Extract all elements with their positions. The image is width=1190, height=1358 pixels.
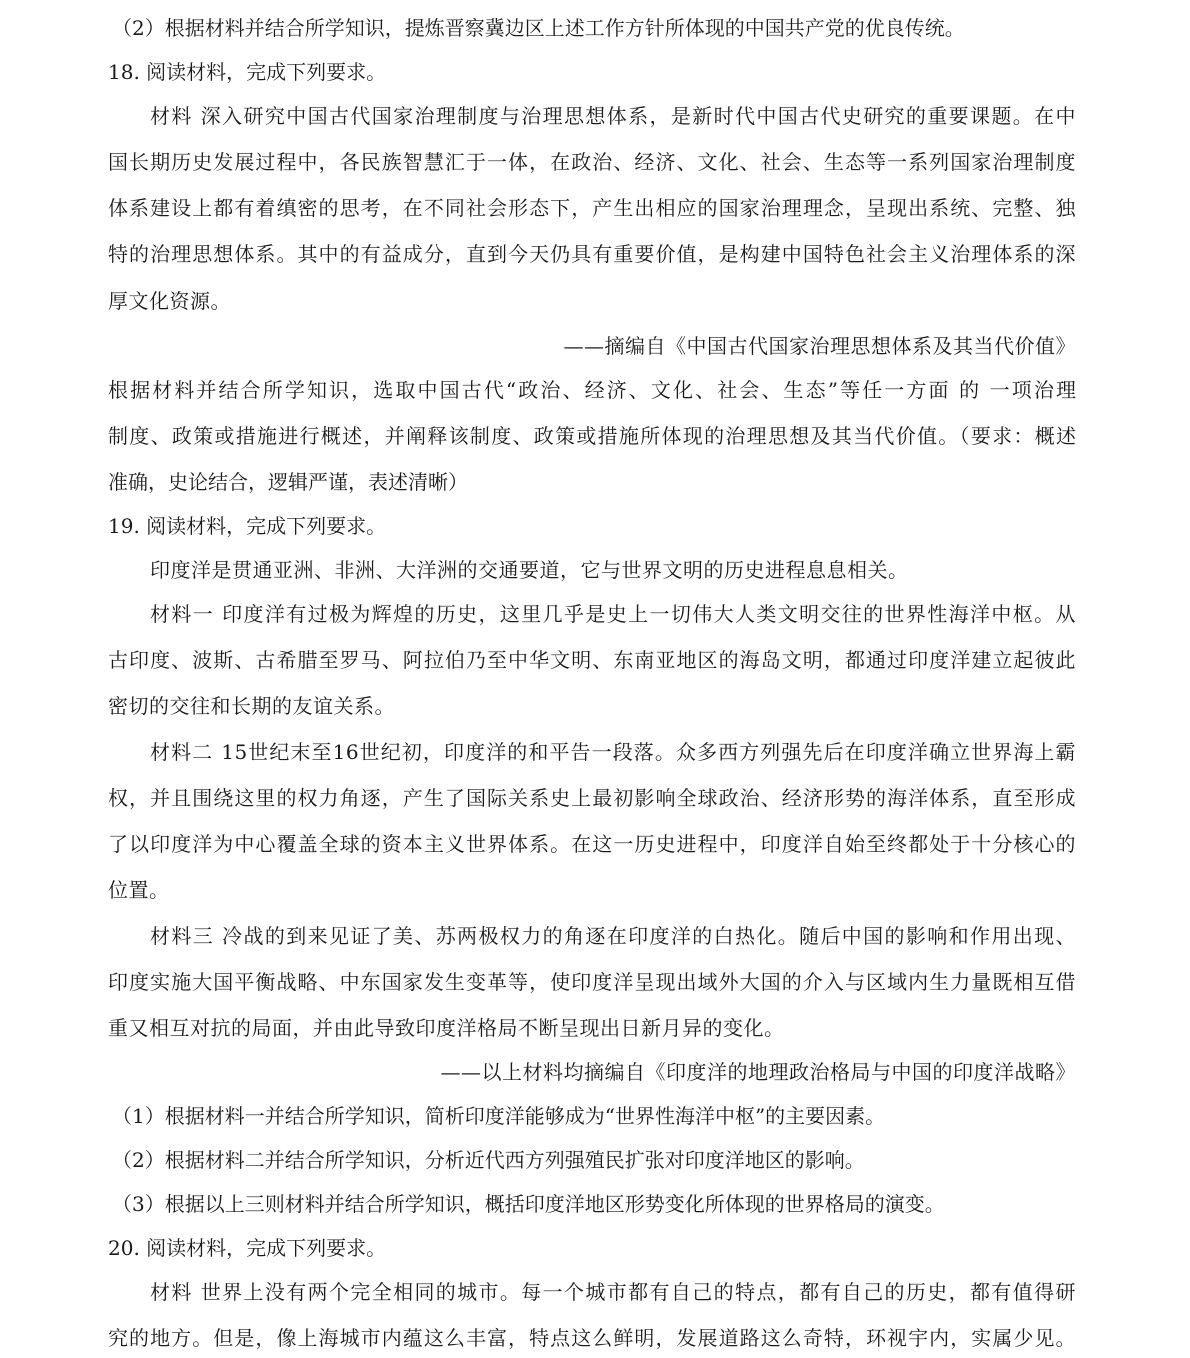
q18-heading: 18. 阅读材料，完成下列要求。 xyxy=(108,60,387,84)
q18-source: ——摘编自《中国古代国家治理思想体系及其当代价值》 xyxy=(563,334,1076,358)
q18-material-label: 材料 xyxy=(150,104,193,128)
q18-question-line-1: 根据材料并结合所学知识，选取中国古代“政治、经济、文化、社会、生态”等任一方面 的 一项治理 xyxy=(108,378,1076,402)
q19-m1-label: 材料一 xyxy=(150,602,215,626)
q20-heading: 20. 阅读材料，完成下列要求。 xyxy=(108,1236,387,1260)
q19-m3-label: 材料三 xyxy=(150,924,215,948)
q19-m2-line-1 xyxy=(150,738,1076,766)
q19-m3-line-3: 重又相互对抗的局面，并由此导致印度洋格局不断呈现出日新月异的变化。 xyxy=(108,1016,785,1040)
q20-material-line-1 xyxy=(150,1278,1076,1306)
q19-part2: （2）根据材料二并结合所学知识，分析近代西方列强殖民扩张对印度洋地区的影响。 xyxy=(112,1148,865,1172)
q19-intro: 印度洋是贯通亚洲、非洲、大洋洲的交通要道，它与世界文明的历史进程息息相关。 xyxy=(150,558,909,582)
q19-source: ——以上材料均摘编自《印度洋的地理政治格局与中国的印度洋战略》 xyxy=(440,1060,1076,1084)
q20-material-label: 材料 xyxy=(150,1280,193,1304)
q18-material-text-1: 深入研究中国古代国家治理制度与治理思想体系，是新时代中国古代史研究的重要课题。在中 xyxy=(200,104,1077,128)
q18-question-line-3: 准确，史论结合，逻辑严谨，表述清晰） xyxy=(108,470,468,494)
q19-heading: 19. 阅读材料，完成下列要求。 xyxy=(108,514,387,538)
q18-material-line-2: 国长期历史发展过程中，各民族智慧汇于一体，在政治、经济、文化、社会、生态等一系列国家治理制度 xyxy=(108,150,1076,174)
q18-question-line-2: 制度、政策或措施进行概述，并阐释该制度、政策或措施所体现的治理思想及其当代价值。（要求：概述 xyxy=(108,424,1076,448)
q19-m1-line-3: 密切的交往和长期的友谊关系。 xyxy=(108,694,395,718)
q19-m3-line-1 xyxy=(150,922,1076,950)
q18-material-line-1 xyxy=(150,102,1076,130)
q19-part3: （3）根据以上三则材料并结合所学知识，概括印度洋地区形势变化所体现的世界格局的演变。 xyxy=(112,1192,945,1216)
q17-part2: （2）根据材料并结合所学知识，提炼晋察冀边区上述工作方针所体现的中国共产党的优良传统。 xyxy=(112,16,965,40)
q20-material-text-1: 世界上没有两个完全相同的城市。每一个城市都有自己的特点，都有自己的历史，都有值得研 xyxy=(200,1280,1077,1304)
q19-part1: （1）根据材料一并结合所学知识，简析印度洋能够成为“世界性海洋中枢”的主要因素。 xyxy=(112,1104,886,1128)
q19-m2-line-2: 权，并且围绕这里的权力角逐，产生了国际关系史上最初影响全球政治、经济形势的海洋体系，直至形成 xyxy=(108,786,1076,810)
q19-m2-label: 材料二 xyxy=(150,740,214,764)
q19-m1-line-1 xyxy=(150,600,1076,628)
q18-material-line-4: 特的治理思想体系。其中的有益成分，直到今天仍具有重要价值，是构建中国特色社会主义治理体系的深 xyxy=(108,242,1076,266)
q19-m2-line-3: 了以印度洋为中心覆盖全球的资本主义世界体系。在这一历史进程中，印度洋自始至终都处于十分核心的 xyxy=(108,832,1076,856)
q18-material-line-3: 体系建设上都有着缜密的思考，在不同社会形态下，产生出相应的国家治理理念，呈现出系统、完整、独 xyxy=(108,196,1076,220)
q19-m3-line-2: 印度实施大国平衡战略、中东国家发生变革等，使印度洋呈现出域外大国的介入与区域内生力量既相互借 xyxy=(108,970,1076,994)
q19-m1-line-2: 古印度、波斯、古希腊至罗马、阿拉伯乃至中华文明、东南亚地区的海岛文明，都通过印度洋建立起彼此 xyxy=(108,648,1076,672)
q19-m1-text-1: 印度洋有过极为辉煌的历史，这里几乎是史上一切伟大人类文明交往的世界性海洋中枢。从 xyxy=(222,602,1077,626)
q19-m2-text-1: 15世纪末至16世纪初，印度洋的和平告一段落。众多西方列强先后在印度洋确立世界海上霸 xyxy=(221,740,1077,764)
q20-material-line-2: 究的地方。但是，像上海城市内蕴这么丰富，特点这么鲜明，发展道路这么奇特，环视宇内，实属少见。 xyxy=(108,1326,1076,1350)
q19-m2-line-4: 位置。 xyxy=(108,878,170,902)
q19-m3-text-1: 冷战的到来见证了美、苏两极权力的角逐在印度洋的白热化。随后中国的影响和作用出现、 xyxy=(222,924,1077,948)
q18-material-line-5: 厚文化资源。 xyxy=(108,289,231,313)
